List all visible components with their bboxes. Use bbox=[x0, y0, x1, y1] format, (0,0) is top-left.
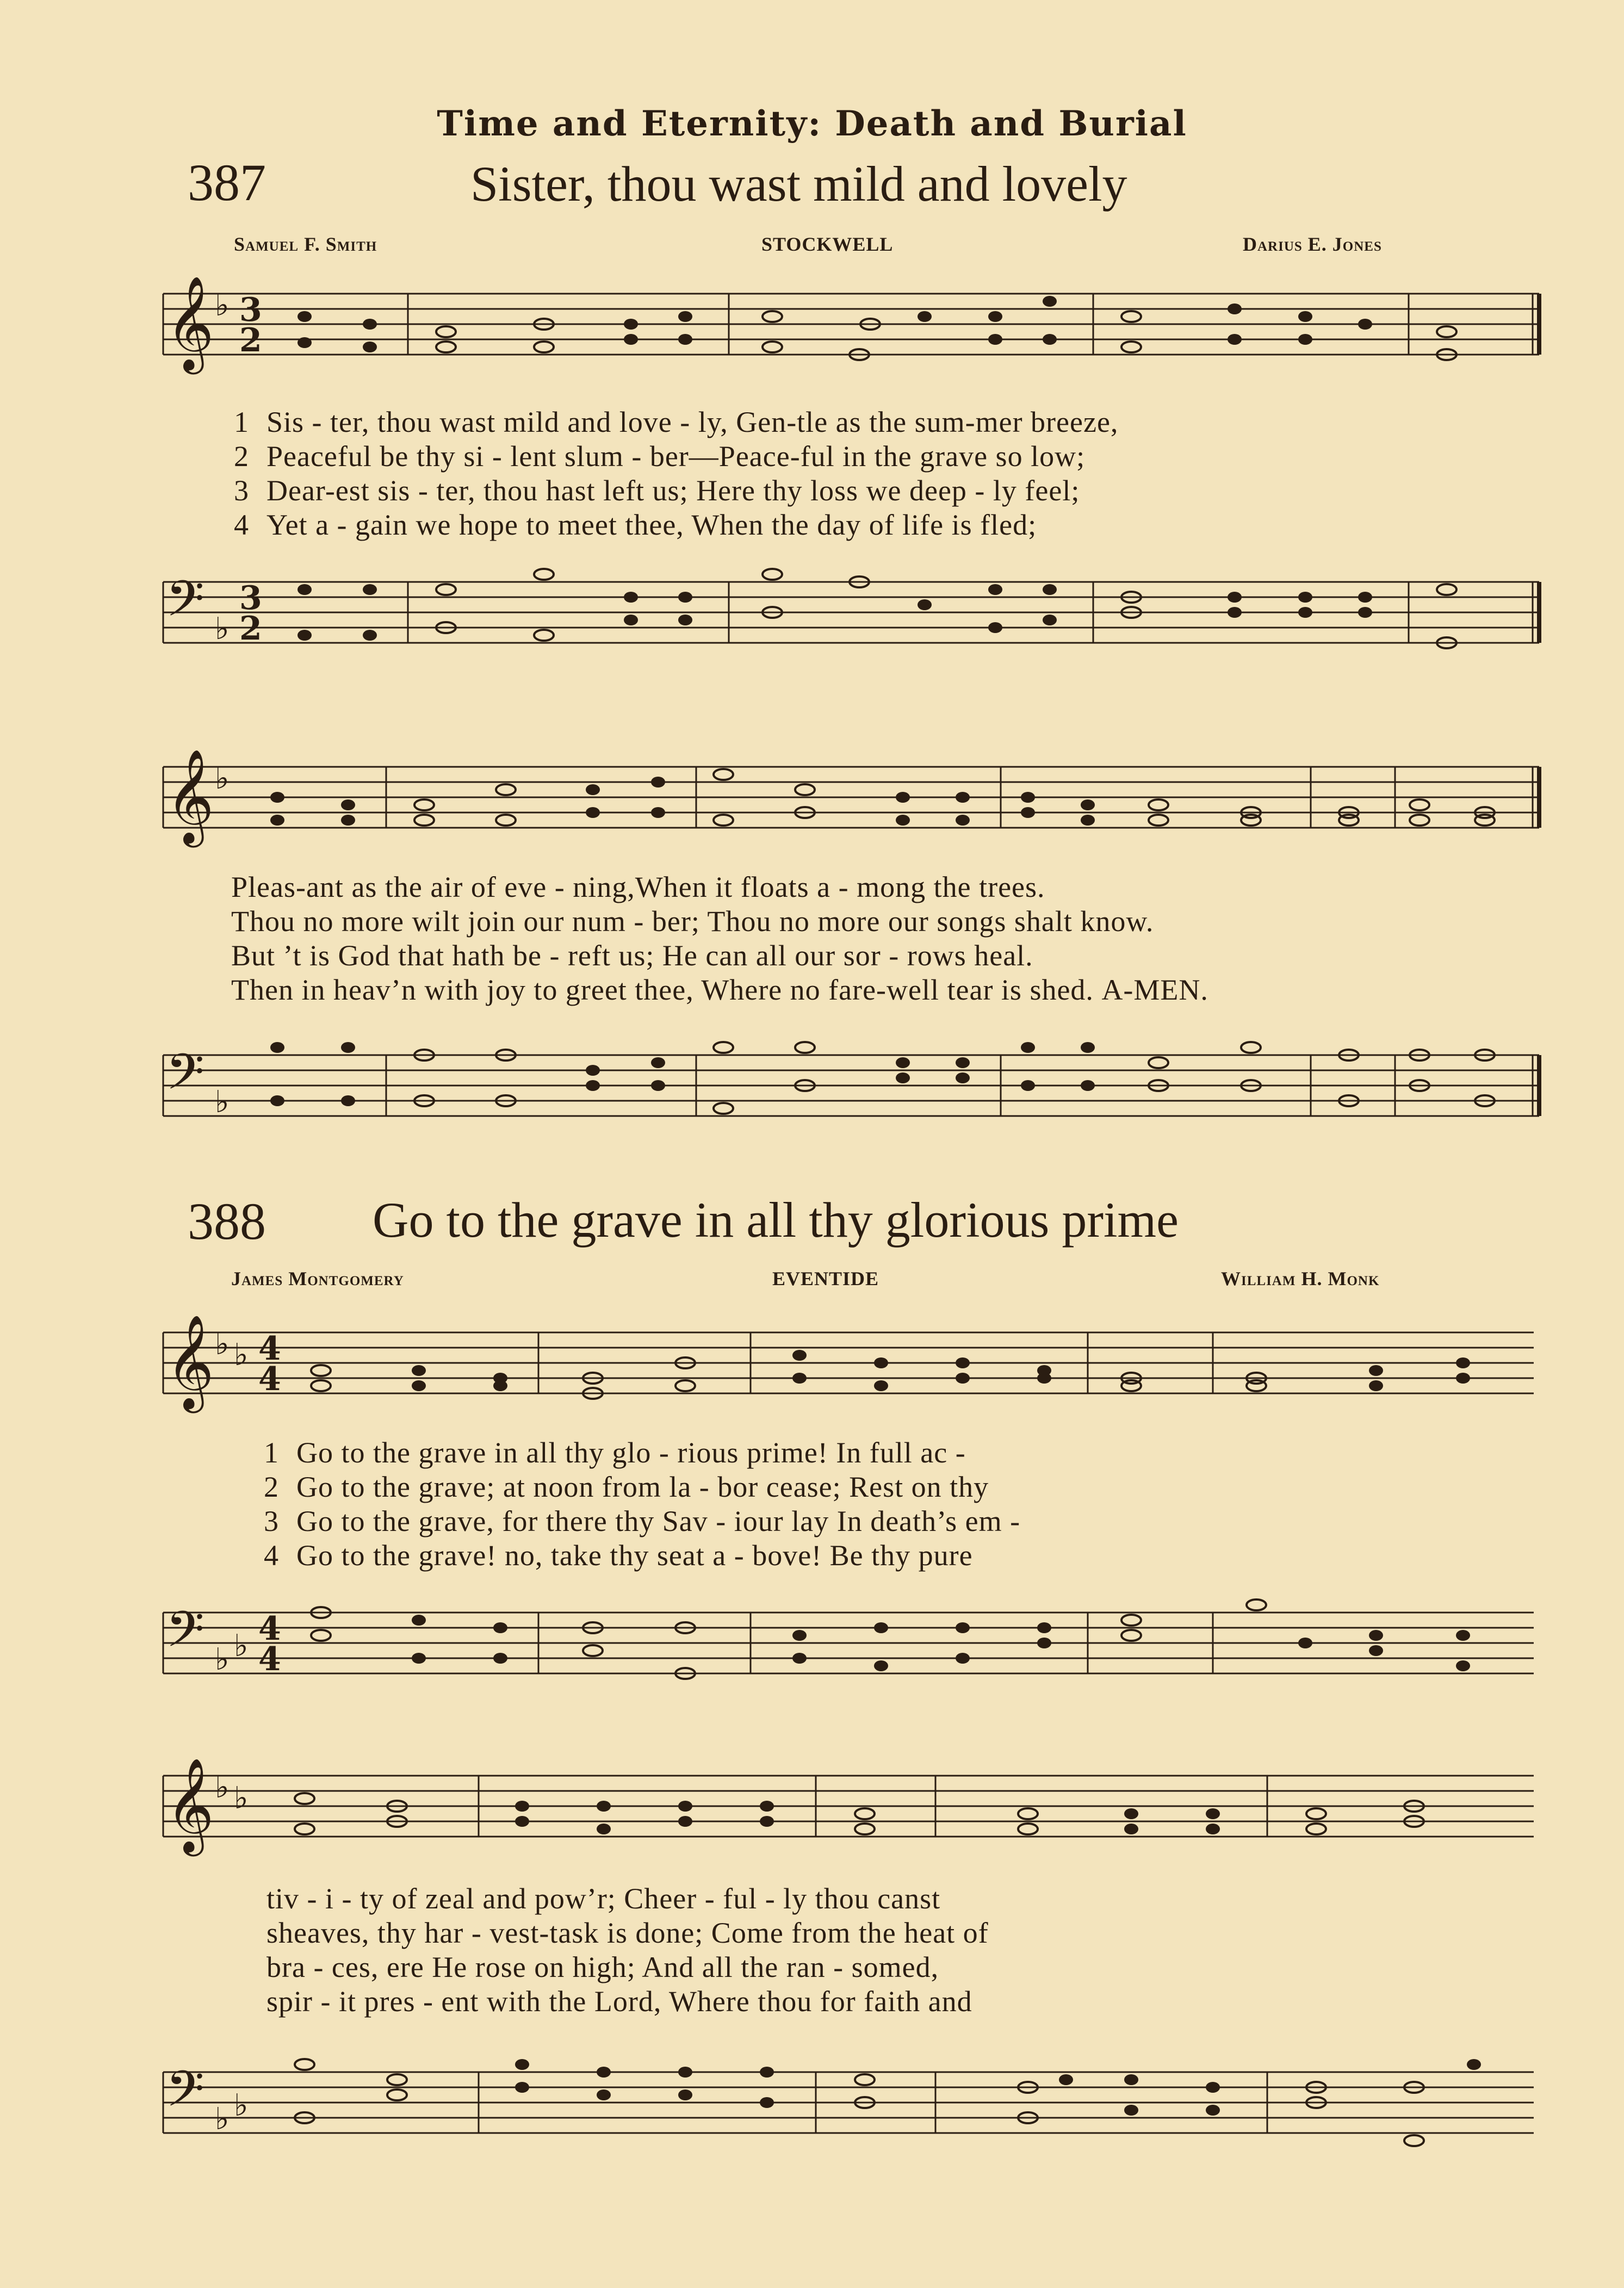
lyric-line: Pleas-ant as the air of eve - ning,When it floats a - mong the trees. bbox=[231, 871, 1045, 903]
bass-staff bbox=[0, 1574, 1624, 1716]
lyric-line: 1 Sis - ter, thou wast mild and love - ly, Gen-tle as the sum-mer breeze, bbox=[234, 406, 1119, 438]
svg-text:𝄞: 𝄞 bbox=[166, 276, 214, 370]
amen: A-MEN. bbox=[1101, 974, 1208, 1006]
svg-text:𝄞: 𝄞 bbox=[166, 749, 214, 844]
bass-staff bbox=[0, 544, 1624, 685]
svg-text:3: 3 bbox=[239, 291, 262, 329]
lyric-line: 4 Go to the grave! no, take thy seat a - bove! Be thy pure bbox=[264, 1539, 973, 1572]
lyric-line: 3 Dear-est sis - ter, thou hast left us; Here thy loss we deep - ly feel; bbox=[234, 474, 1080, 507]
svg-text:𝄢: 𝄢 bbox=[166, 570, 204, 640]
hymn-composer: William H. Monk bbox=[1221, 1268, 1380, 1289]
hymn-tune: STOCKWELL bbox=[761, 233, 894, 255]
lyric-line: bra - ces, ere He rose on high; And all the ran - somed, bbox=[266, 1951, 939, 1983]
bass-staff bbox=[0, 1017, 1624, 1158]
svg-text:♭: ♭ bbox=[215, 1642, 230, 1677]
hymn-author: James Montgomery bbox=[231, 1268, 404, 1289]
svg-text:♭: ♭ bbox=[234, 2088, 249, 2123]
treble-staff bbox=[0, 1294, 1624, 1436]
svg-text:♭: ♭ bbox=[215, 761, 230, 796]
hymn-tune: EVENTIDE bbox=[772, 1268, 879, 1289]
svg-text:4: 4 bbox=[258, 1330, 281, 1368]
lyric-line: spir - it pres - ent with the Lord, Where thou for faith and bbox=[266, 1985, 972, 2018]
svg-text:𝄞: 𝄞 bbox=[166, 1314, 214, 1409]
svg-text:♭: ♭ bbox=[234, 1337, 249, 1373]
lyric-line: But ’t is God that hath be - reft us; He can all our sor - rows heal. bbox=[231, 939, 1033, 972]
svg-text:♭: ♭ bbox=[215, 1326, 230, 1362]
lyric-line: sheaves, thy har - vest-task is done; Come from the heat of bbox=[266, 1917, 989, 1949]
lyric-line: 3 Go to the grave, for there thy Sav - iour lay In death’s em - bbox=[264, 1505, 1021, 1537]
svg-text:2: 2 bbox=[239, 610, 262, 648]
lyric-line: 2 Peaceful be thy si - lent slum - ber—Peace-ful in the grave so low; bbox=[234, 440, 1086, 473]
treble-staff bbox=[0, 729, 1624, 870]
hymn-number: 387 bbox=[188, 153, 266, 212]
svg-text:𝄢: 𝄢 bbox=[166, 2060, 204, 2130]
svg-text:𝄞: 𝄞 bbox=[166, 1758, 214, 1852]
svg-text:𝄢: 𝄢 bbox=[166, 1601, 204, 1670]
hymn-title: Go to the grave in all thy glorious prime bbox=[373, 1192, 1179, 1248]
hymn-title: Sister, thou wast mild and lovely bbox=[470, 156, 1127, 212]
lyric-line: 1 Go to the grave in all thy glo - rious prime! In full ac - bbox=[264, 1436, 966, 1469]
treble-staff bbox=[0, 1738, 1624, 1879]
svg-text:♭: ♭ bbox=[234, 1628, 249, 1664]
hymn-number: 388 bbox=[188, 1192, 266, 1250]
svg-text:♭: ♭ bbox=[215, 2101, 230, 2137]
svg-text:♭: ♭ bbox=[215, 611, 230, 647]
svg-text:4: 4 bbox=[258, 1610, 281, 1648]
hymn-author: Samuel F. Smith bbox=[234, 233, 377, 255]
treble-staff bbox=[0, 256, 1624, 397]
lyric-line: Then in heav’n with joy to greet thee, Where no fare-well tear is shed. A-MEN. bbox=[231, 974, 1208, 1006]
lyric-line: 2 Go to the grave; at noon from la - bor cease; Rest on thy bbox=[264, 1471, 989, 1503]
svg-text:𝄢: 𝄢 bbox=[166, 1043, 204, 1113]
lyric-line: tiv - i - ty of zeal and pow’r; Cheer - ful - ly thou canst bbox=[266, 1882, 941, 1915]
svg-text:4: 4 bbox=[258, 1640, 281, 1678]
svg-text:2: 2 bbox=[239, 321, 262, 359]
lyric-line: 4 Yet a - gain we hope to meet thee, When the day of life is fled; bbox=[234, 509, 1037, 541]
svg-text:3: 3 bbox=[239, 579, 262, 617]
svg-text:♭: ♭ bbox=[234, 1781, 249, 1816]
hymn-composer: Darius E. Jones bbox=[1243, 233, 1382, 255]
lyric-line: Thou no more wilt join our num - ber; Thou no more our songs shalt know. bbox=[231, 905, 1154, 938]
svg-text:4: 4 bbox=[258, 1360, 281, 1398]
svg-text:♭: ♭ bbox=[215, 1770, 230, 1805]
bass-staff bbox=[0, 2034, 1624, 2175]
svg-text:♭: ♭ bbox=[215, 288, 230, 323]
svg-text:♭: ♭ bbox=[215, 1084, 230, 1120]
section-header: Time and Eternity: Death and Burial bbox=[437, 103, 1187, 144]
